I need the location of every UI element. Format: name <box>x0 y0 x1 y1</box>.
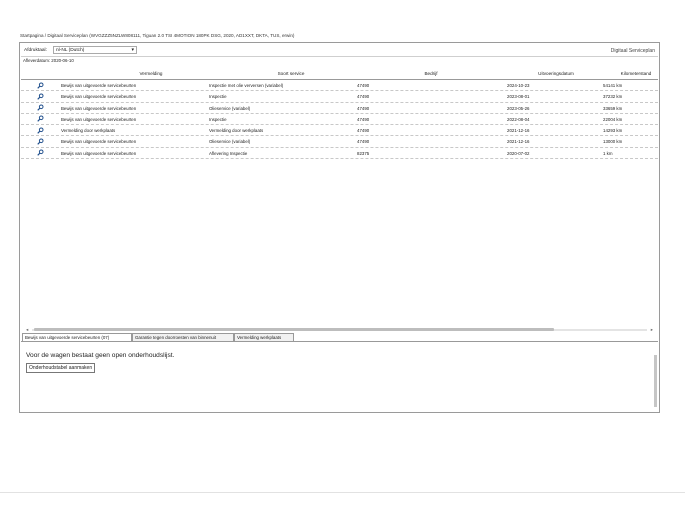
arrow-right-icon[interactable]: ▸ <box>650 327 653 332</box>
cell-vermelding: Vermelding door werkplaats <box>61 128 116 134</box>
no-maintenance-list-notice: Voor de wagen bestaat geen open onderhoudslijst. <box>26 352 175 359</box>
table-row[interactable] <box>21 148 658 159</box>
search-icon[interactable] <box>37 115 44 122</box>
cell-vermelding: Bewijs van uitgevoerde servicebeurten <box>61 139 137 145</box>
cell-bedrijf: 47490 <box>357 105 370 111</box>
cell-service: Vermelding door werkplaats <box>209 128 264 134</box>
cell-vermelding: Bewijs van uitgevoerde servicebeurten <box>61 94 137 100</box>
column-header-km[interactable]: Kilometerstand <box>620 71 652 76</box>
tab-workshop-note[interactable]: Vermelding werkplaats <box>234 333 294 341</box>
table-row[interactable] <box>21 136 658 147</box>
table-header <box>21 65 658 80</box>
cell-date: 2024-10-23 <box>507 83 530 88</box>
search-icon[interactable] <box>37 93 44 100</box>
print-language-value: nl-NL (Dutch) <box>56 48 85 53</box>
cell-bedrijf: 47490 <box>357 94 370 100</box>
cell-km: 14293 km <box>603 128 623 134</box>
cell-service: Inspectie <box>209 94 227 100</box>
cell-km: 37232 km <box>603 94 623 100</box>
cell-date: 2021-12-16 <box>507 139 530 145</box>
page-divider <box>0 492 685 493</box>
toolbar <box>21 44 658 57</box>
horizontal-scrollbar[interactable] <box>26 327 653 332</box>
chevron-down-icon: ▾ <box>131 47 134 53</box>
search-icon[interactable] <box>37 82 44 89</box>
arrow-left-icon[interactable]: ◂ <box>26 327 29 332</box>
tab-rust-warranty[interactable]: Garantie tegen doorroesten van binnenuit <box>132 333 234 341</box>
vertical-scroll-thumb[interactable] <box>654 355 657 407</box>
cell-km: 13000 km <box>603 139 623 145</box>
create-maintenance-table-button[interactable]: Onderhoudstabel aanmaken <box>26 363 95 373</box>
column-header-vermelding[interactable]: Vermelding <box>139 71 163 76</box>
column-header-service[interactable]: Soort service <box>277 71 305 76</box>
tab-service-proof[interactable]: Bewijs van uitgevoerde servicebeurten (07) <box>22 333 132 342</box>
search-icon[interactable] <box>37 104 44 111</box>
print-language-select[interactable] <box>53 46 137 54</box>
cell-km: 22004 km <box>603 116 623 122</box>
table-body <box>21 80 658 159</box>
cell-date: 2023-08-01 <box>507 94 530 100</box>
vertical-scrollbar[interactable] <box>653 354 657 403</box>
cell-bedrijf: 47490 <box>357 128 370 134</box>
cell-service: Olieservice (variabel) <box>209 105 251 111</box>
search-icon[interactable] <box>37 149 44 156</box>
cell-bedrijf: 47490 <box>357 116 370 122</box>
cell-vermelding: Bewijs van uitgevoerde servicebeurten <box>61 150 137 156</box>
scroll-thumb[interactable] <box>34 328 554 331</box>
search-icon[interactable] <box>37 138 44 145</box>
cell-bedrijf: 82375 <box>357 150 370 156</box>
cell-km: 54141 km <box>603 83 623 88</box>
cell-date: 2021-12-16 <box>507 128 530 134</box>
cell-vermelding: Bewijs van uitgevoerde servicebeurten <box>61 116 137 122</box>
cell-bedrijf: 47490 <box>357 83 370 88</box>
cell-vermelding: Bewijs van uitgevoerde servicebeurten <box>61 83 137 88</box>
service-plan-window <box>19 42 660 413</box>
delivery-date: Afleverdatum: 2020-06-10 <box>23 58 74 63</box>
service-table <box>21 65 658 159</box>
table-row[interactable] <box>21 91 658 102</box>
search-icon[interactable] <box>37 127 44 134</box>
print-language-label: Afdruktaal: <box>24 48 47 53</box>
cell-service: Aflevering Inspectie <box>209 150 248 156</box>
table-row[interactable] <box>21 80 658 91</box>
cell-km: 1 km <box>603 150 613 156</box>
cell-date: 2020-07-02 <box>507 150 530 156</box>
cell-vermelding: Bewijs van uitgevoerde servicebeurten <box>61 105 137 111</box>
table-row[interactable] <box>21 103 658 114</box>
cell-service: Inspectie met olie verversen (variabel) <box>209 83 284 88</box>
cell-service: Inspectie <box>209 116 227 122</box>
cell-date: 2023-05-26 <box>507 105 530 111</box>
tab-panel <box>21 341 658 411</box>
column-header-bedrijf[interactable]: Bedrijf <box>424 71 438 76</box>
cell-bedrijf: 47490 <box>357 139 370 145</box>
table-row[interactable] <box>21 114 658 125</box>
table-row[interactable] <box>21 125 658 136</box>
cell-km: 33659 km <box>603 105 623 111</box>
app-title: Digitaal Serviceplan <box>610 48 655 54</box>
cell-service: Olieservice (variabel) <box>209 139 251 145</box>
cell-date: 2022-08-04 <box>507 116 530 122</box>
breadcrumb: Startpagina / Digitaal Serviceplan (WVGZZZ5NZLW808111, Tiguan 2.0 TSI 4MOTION 180PK DSG, 2020, AD1XXT, DKTA, TUS, erwin) <box>20 33 295 38</box>
column-header-date[interactable]: Uitvoeringsdatum <box>538 71 574 76</box>
